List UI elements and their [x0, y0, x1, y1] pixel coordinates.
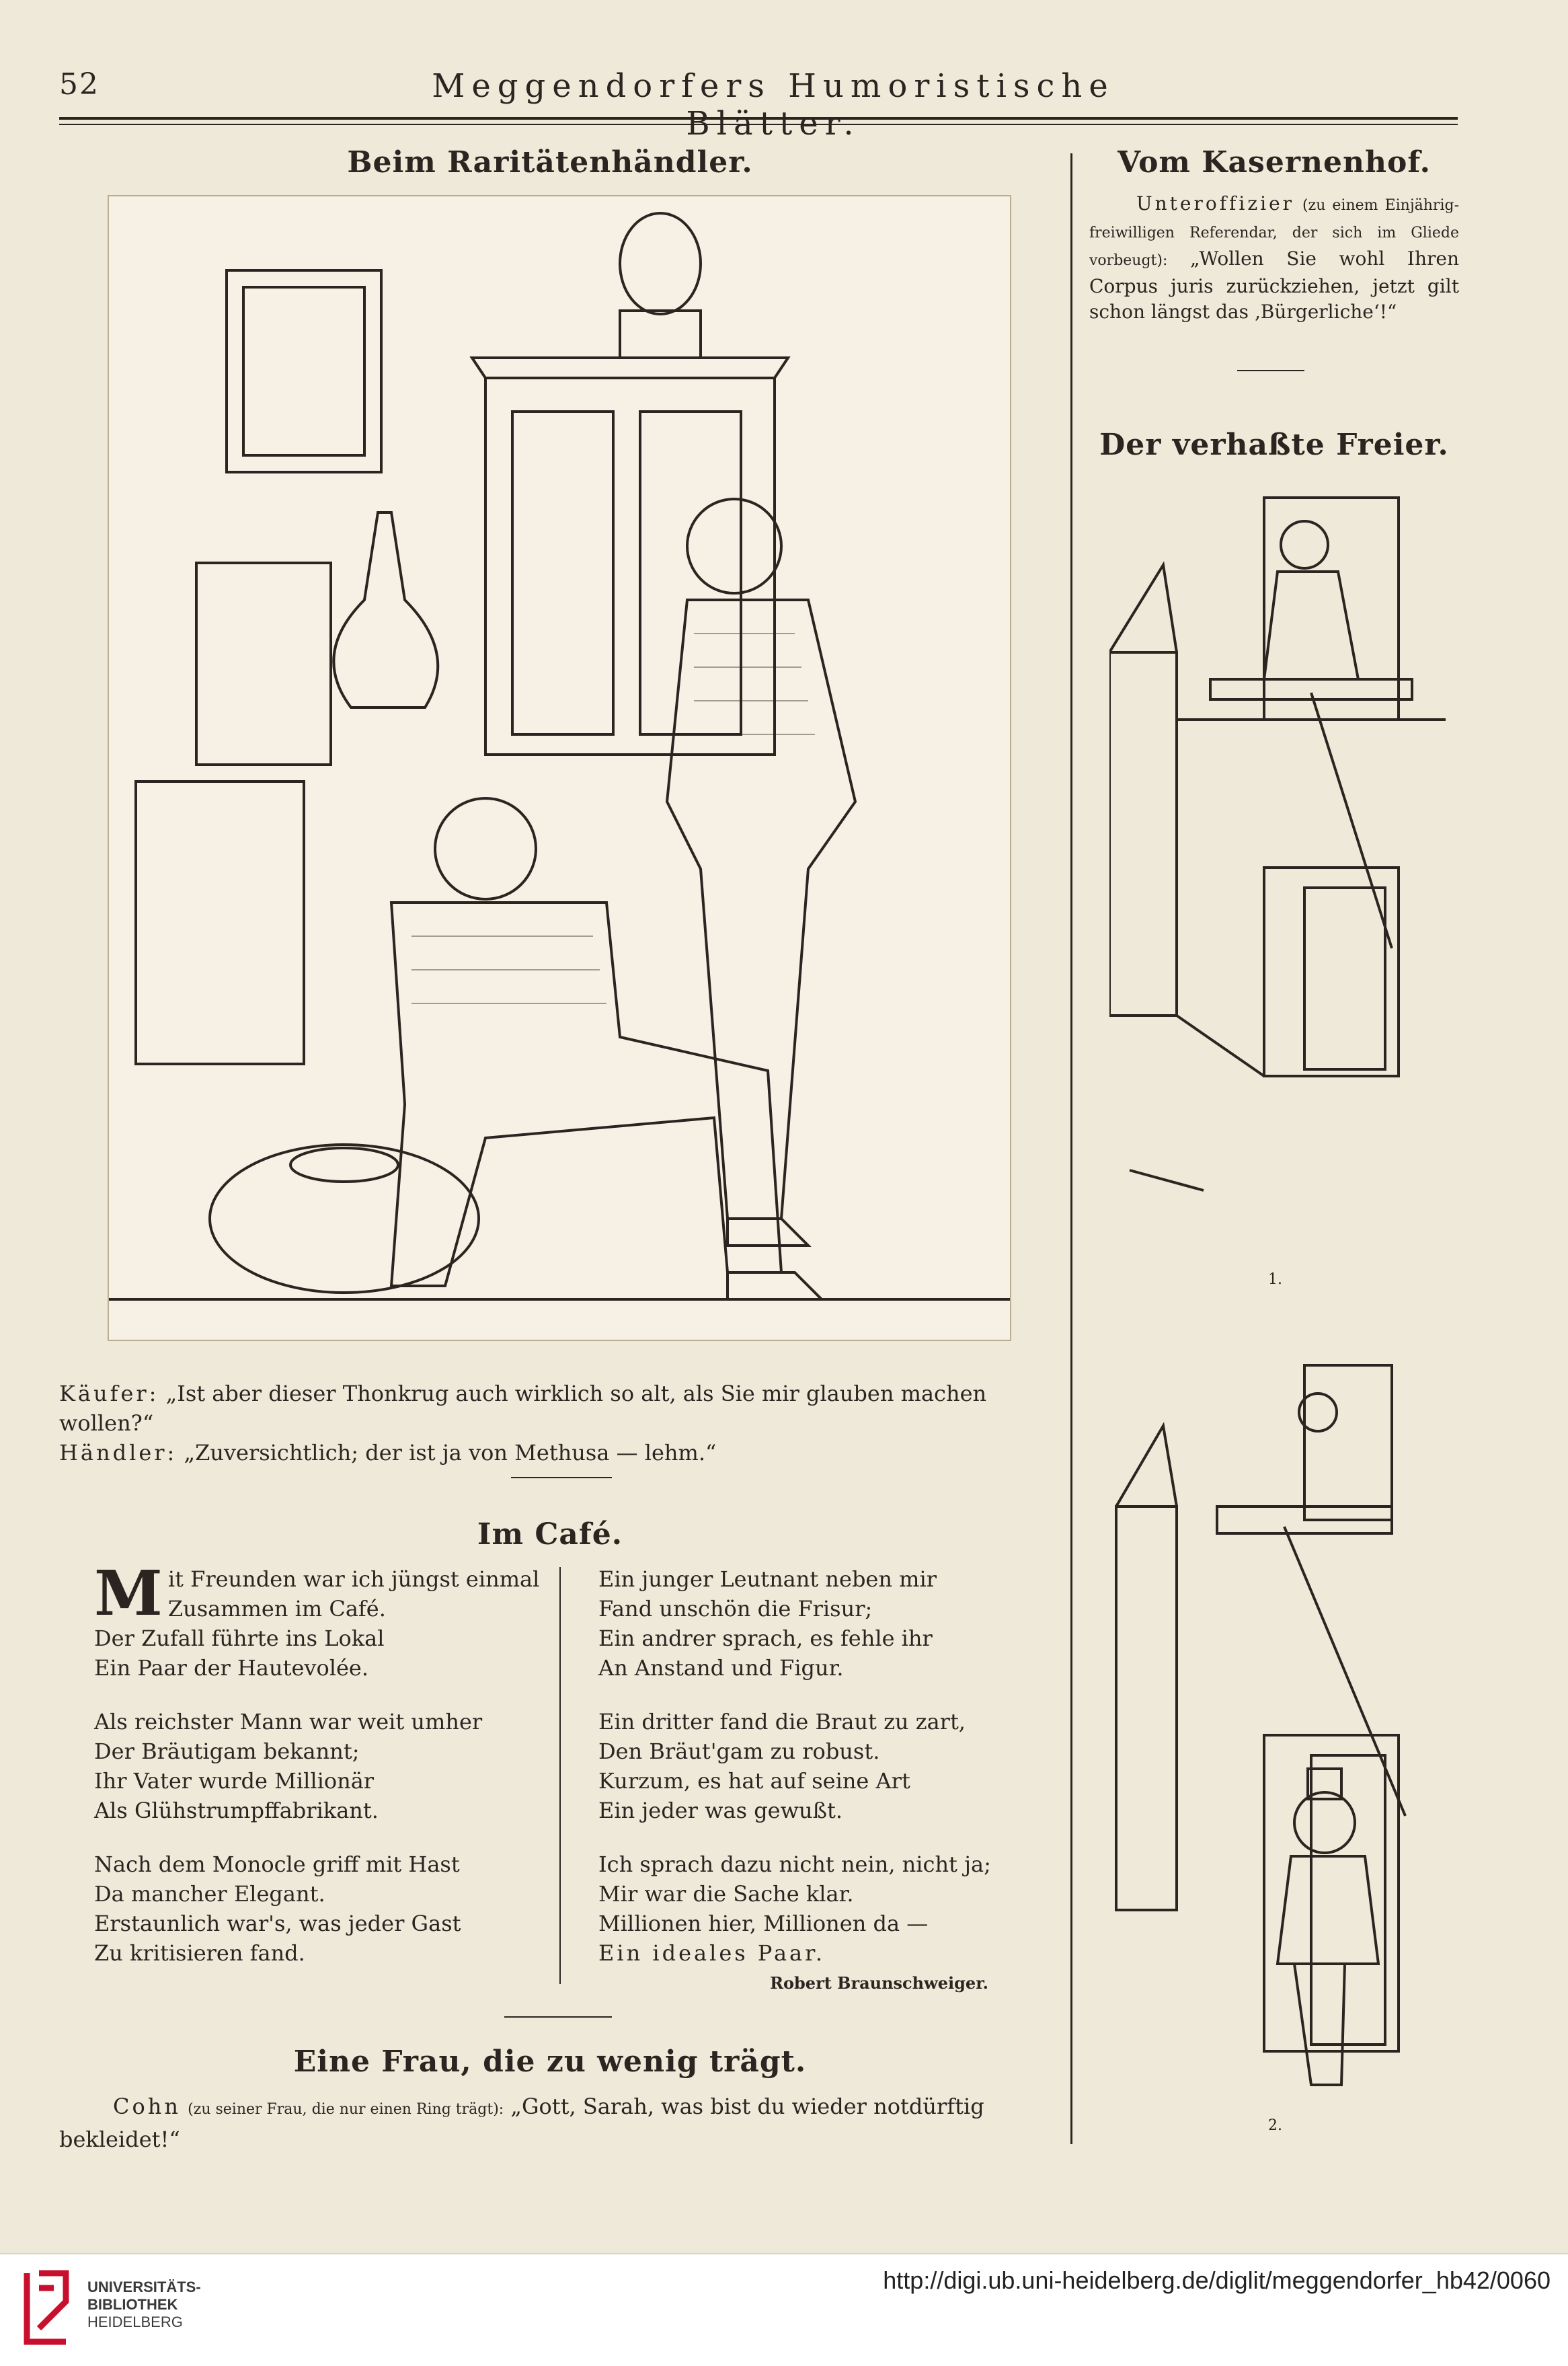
poem-line: Mir war die Sache klar. [598, 1881, 854, 1907]
header-rule-thin [59, 124, 1458, 125]
frau-joke [59, 2092, 1054, 2154]
poem-line: Den Bräut'gam zu robust. [598, 1739, 880, 1764]
panel-2-label: 2. [1268, 2117, 1282, 2134]
poem-line: Mit Freunden war ich jüngst einmal [94, 1557, 540, 1630]
freier-panel-2 [1109, 1359, 1446, 2119]
poem-line: Ein Paar der Hautevolée. [94, 1655, 368, 1681]
poem-line: Da mancher Elegant. [94, 1881, 325, 1907]
poem-line: Der Zufall führte ins Lokal [94, 1626, 385, 1651]
panel-1-label: 1. [1268, 1271, 1282, 1288]
kasernenhof-stage-direction: (zu einem Einjährig-freiwilligen Referendar, der sich im Gliede vorbeugt): [1089, 197, 1460, 269]
header-rule [59, 117, 1458, 120]
freier-title: Der verhaßte Freier. [1099, 428, 1449, 462]
poem-line: Erstaunlich war's, was jeder Gast [94, 1911, 461, 1936]
poem-line: Als reichster Mann war weit umher [94, 1709, 483, 1734]
kasernenhof-speech: „Wollen Sie wohl Ihren Corpus juris zurückziehen, jetzt gilt schon längst das ‚Bürgerliche‘!“ [1089, 247, 1459, 323]
kasernenhof-joke [1089, 191, 1459, 325]
section-separator [1237, 370, 1304, 371]
buyer-text: „Ist aber dieser Thonkrug auch wirklich so alt, als Sie mir glauben machen wollen?“ [59, 1381, 987, 1436]
speaker-dealer: Händler: [59, 1440, 178, 1465]
library-logo-icon[interactable] [20, 2268, 73, 2347]
frau-speech: „Gott, Sarah, was bist du wieder notdürftig bekleidet!“ [59, 2094, 984, 2152]
speaker-buyer: Käufer: [59, 1381, 159, 1406]
poem-column-divider [559, 1567, 561, 1984]
cafe-title: Im Café. [477, 1517, 623, 1552]
dropcap: M [94, 1557, 163, 1630]
poem-line: Zu kritisieren fand. [94, 1940, 305, 1966]
dealer-text: „Zuversichtlich; der ist ja von Methusa — lehm.“ [184, 1440, 717, 1465]
poem-line: Ein andrer sprach, es fehle ihr [598, 1626, 933, 1651]
cafe-author: Robert Braunschweiger. [770, 1973, 988, 1993]
dialog-line-dealer [59, 1438, 1041, 1467]
poem-line: Ein jeder was gewußt. [598, 1798, 843, 1823]
section-separator [504, 2016, 612, 2018]
raritaeten-dialog [59, 1379, 1041, 1467]
page-number: 52 [59, 67, 100, 102]
freier-panel-1 [1109, 478, 1446, 1258]
freier-drawing-2 [1109, 1359, 1446, 2119]
poem-line: Kurzum, es hat auf seine Art [598, 1768, 910, 1794]
poem-line: Als Glühstrumpffabrikant. [94, 1798, 379, 1823]
freier-drawing-1 [1109, 478, 1446, 1258]
speaker-cohn: Cohn [113, 2094, 181, 2119]
frau-title: Eine Frau, die zu wenig trägt. [293, 2045, 807, 2079]
cafe-poem-right [598, 1564, 1056, 1968]
running-title: Meggendorfers Humoristische [432, 67, 1115, 105]
raritaeten-title: Beim Raritätenhändler. [347, 145, 753, 180]
poem-line: Ihr Vater wurde Millionär [94, 1768, 375, 1794]
library-name[interactable]: UNIVERSITÄTS- BIBLIOTHEK HEIDELBERG [87, 2279, 201, 2330]
poem-line: Zusammen im Café. [167, 1596, 386, 1621]
antique-dealer-drawing [109, 196, 1010, 1340]
poem-line: Ein dritter fand die Braut zu zart, [598, 1709, 966, 1734]
poem-line: Millionen hier, Millionen da — [598, 1911, 929, 1936]
dialog-line-buyer [59, 1379, 1041, 1438]
poem-line: Ein junger Leutnant neben mir [598, 1566, 937, 1592]
frau-stage-direction: (zu seiner Frau, die nur einen Ring trägt): [188, 2101, 504, 2118]
poem-line: An Anstand und Figur. [598, 1655, 844, 1681]
kasernenhof-title: Vom Kasernenhof. [1117, 145, 1431, 180]
poem-line: Ich sprach dazu nicht nein, nicht ja; [598, 1852, 991, 1877]
antique-dealer-illustration [108, 195, 1011, 1341]
cafe-poem-left [94, 1557, 551, 1968]
column-divider [1070, 153, 1072, 2144]
poem-line: Fand unschön die Frisur; [598, 1596, 873, 1621]
speaker-unteroffizier: Unteroffizier [1136, 192, 1295, 215]
section-separator [511, 1477, 612, 1478]
poem-line: Nach dem Monocle griff mit Hast [94, 1852, 460, 1877]
poem-line: Ein ideales Paar. [598, 1940, 826, 1966]
poem-line: Der Bräutigam bekannt; [94, 1739, 360, 1764]
source-url-link[interactable]: http://digi.ub.uni-heidelberg.de/diglit/meggendorfer_hb42/0060 [883, 2266, 1551, 2294]
